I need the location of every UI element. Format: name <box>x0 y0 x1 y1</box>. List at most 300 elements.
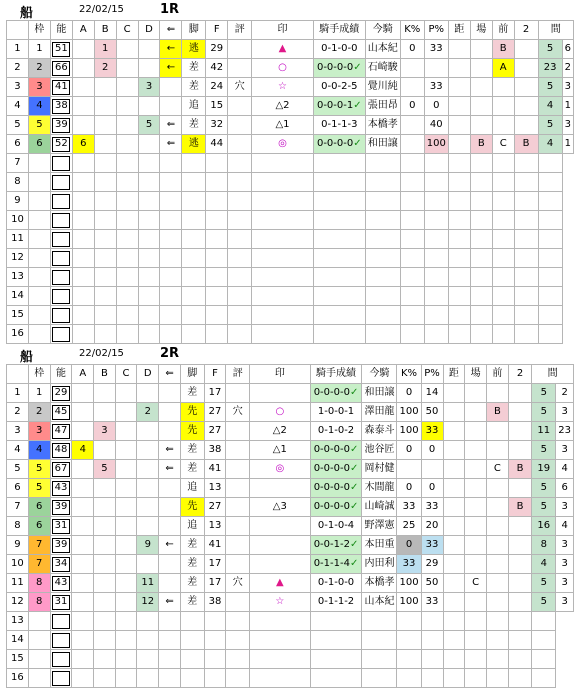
arrow-cell <box>159 498 181 517</box>
empty-cell <box>470 154 492 173</box>
eval-cell <box>226 536 250 555</box>
race-table <box>6 364 574 688</box>
table-row[interactable] <box>7 59 574 78</box>
empty-cell <box>72 612 94 631</box>
record-text: 0-1-0-0 <box>321 43 358 54</box>
prev-cell: B <box>487 403 509 422</box>
empty-cell <box>252 325 314 344</box>
empty-cell <box>365 268 400 287</box>
empty-cell <box>362 631 397 650</box>
style-cell: 差 <box>180 441 204 460</box>
ability-cell: 43 <box>50 479 72 498</box>
empty-cell <box>115 631 137 650</box>
header-cell: K% <box>397 365 421 384</box>
empty-row <box>7 173 574 192</box>
table-row[interactable] <box>7 460 574 479</box>
race-race: 1R <box>160 2 180 17</box>
table-row[interactable] <box>7 40 574 59</box>
c-cell <box>115 536 137 555</box>
waku-cell <box>28 287 50 306</box>
ability-cell: 43 <box>50 574 72 593</box>
b-cell <box>94 536 116 555</box>
style-cell: 差 <box>180 384 204 403</box>
a-cell <box>72 536 94 555</box>
waku-cell <box>28 249 50 268</box>
prev-cell <box>487 517 509 536</box>
empty-cell <box>94 306 116 325</box>
empty-cell <box>226 669 250 688</box>
track-cell <box>465 593 487 612</box>
record-cell <box>310 574 362 593</box>
p-percent-cell: 20 <box>421 517 443 536</box>
prev-cell <box>487 536 509 555</box>
empty-row <box>7 631 574 650</box>
interval-2-cell: 1 <box>562 97 573 116</box>
table-row[interactable] <box>7 422 574 441</box>
jockey-cell: 本田重 <box>362 536 397 555</box>
distance-cell <box>448 116 470 135</box>
header-cell: ⇐ <box>159 365 181 384</box>
jockey-cell: 森泰斗 <box>362 422 397 441</box>
a-cell <box>72 384 94 403</box>
table-row[interactable] <box>7 593 574 612</box>
empty-cell <box>538 230 562 249</box>
empty-cell <box>365 211 400 230</box>
header-cell: 間 <box>538 21 573 40</box>
row-number: 14 <box>7 287 29 306</box>
empty-cell <box>443 669 465 688</box>
empty-cell <box>492 325 514 344</box>
empty-cell <box>250 650 311 669</box>
empty-cell <box>252 306 314 325</box>
empty-cell <box>182 287 206 306</box>
ability-cell <box>50 249 72 268</box>
empty-cell <box>492 230 514 249</box>
empty-cell <box>115 669 137 688</box>
distance-cell <box>443 403 465 422</box>
f-cell: 38 <box>204 593 226 612</box>
empty-cell <box>72 268 94 287</box>
check-icon: ✓ <box>353 100 362 111</box>
empty-cell <box>424 173 448 192</box>
empty-cell <box>182 192 206 211</box>
table-row[interactable] <box>7 116 574 135</box>
jockey-cell: 山本紀 <box>365 40 400 59</box>
waku-cell: 6 <box>28 135 50 154</box>
b-cell <box>94 498 116 517</box>
style-cell: 追 <box>180 479 204 498</box>
f-cell: 13 <box>204 517 226 536</box>
record-text: 0-0-0-0 <box>313 463 350 474</box>
ability-cell <box>50 173 72 192</box>
empty-cell <box>137 612 159 631</box>
empty-cell <box>470 325 492 344</box>
row-number: 2 <box>7 59 29 78</box>
track-cell <box>470 97 492 116</box>
eval-cell <box>228 40 252 59</box>
check-icon: ✓ <box>349 558 359 569</box>
row-number: 12 <box>7 249 29 268</box>
empty-cell <box>465 612 487 631</box>
empty-cell <box>365 154 400 173</box>
empty-cell <box>362 612 397 631</box>
empty-cell <box>138 325 160 344</box>
empty-cell <box>487 669 509 688</box>
second-cell <box>514 40 538 59</box>
k-percent-cell: 33 <box>397 555 421 574</box>
empty-cell <box>313 287 365 306</box>
prev-cell <box>487 498 509 517</box>
second-cell <box>508 536 532 555</box>
second-cell <box>514 59 538 78</box>
interval-2-cell: 3 <box>556 403 574 422</box>
empty-cell <box>492 192 514 211</box>
header-cell: 評 <box>228 21 252 40</box>
distance-cell <box>443 498 465 517</box>
record-text: 0-0-0-0 <box>313 387 350 398</box>
header-cell: P% <box>424 21 448 40</box>
interval-1-cell: 5 <box>532 593 556 612</box>
empty-row <box>7 154 574 173</box>
empty-cell <box>487 612 509 631</box>
check-icon: ✓ <box>349 387 359 398</box>
empty-cell <box>228 230 252 249</box>
eval-cell <box>226 460 250 479</box>
waku-cell <box>28 650 50 669</box>
table-row[interactable] <box>7 479 574 498</box>
header-cell: B <box>94 365 116 384</box>
table-row[interactable] <box>7 384 574 403</box>
c-cell <box>116 40 138 59</box>
empty-cell <box>72 173 94 192</box>
empty-cell <box>252 211 314 230</box>
empty-cell <box>160 287 182 306</box>
p-percent-cell: 33 <box>421 422 443 441</box>
interval-2-cell: 3 <box>556 498 574 517</box>
jockey-cell: 池谷匠 <box>362 441 397 460</box>
empty-cell <box>400 249 424 268</box>
mark-cell: △2 <box>252 97 314 116</box>
empty-cell <box>365 249 400 268</box>
p-percent-cell: 33 <box>421 536 443 555</box>
b-cell: 1 <box>94 40 116 59</box>
k-percent-cell: 33 <box>397 498 421 517</box>
waku-cell: 7 <box>28 555 50 574</box>
f-cell: 17 <box>204 384 226 403</box>
second-cell: B <box>514 135 538 154</box>
empty-cell <box>492 306 514 325</box>
empty-cell <box>492 211 514 230</box>
record-cell <box>310 498 362 517</box>
record-cell <box>310 479 362 498</box>
record-cell <box>310 422 362 441</box>
record-cell <box>313 135 365 154</box>
empty-cell <box>310 612 362 631</box>
empty-cell <box>138 287 160 306</box>
c-cell <box>115 403 137 422</box>
empty-cell <box>159 631 181 650</box>
table-row[interactable] <box>7 403 574 422</box>
waku-cell <box>28 669 50 688</box>
ability-cell: 38 <box>50 97 72 116</box>
race-table <box>6 20 574 344</box>
prev-cell: A <box>492 59 514 78</box>
waku-cell: 1 <box>28 384 50 403</box>
empty-cell <box>514 211 538 230</box>
mark-cell: ○ <box>250 403 311 422</box>
empty-cell <box>252 287 314 306</box>
empty-cell <box>400 230 424 249</box>
ability-cell: 45 <box>50 403 72 422</box>
empty-cell <box>397 669 421 688</box>
jockey-cell: 和田譲 <box>362 384 397 403</box>
race-date: 22/02/15 <box>79 348 124 359</box>
row-number: 16 <box>7 325 29 344</box>
empty-cell <box>313 306 365 325</box>
empty-cell <box>492 173 514 192</box>
waku-cell: 8 <box>28 593 50 612</box>
track-cell <box>470 116 492 135</box>
empty-cell <box>182 211 206 230</box>
interval-1-cell: 5 <box>532 403 556 422</box>
waku-cell: 4 <box>28 97 50 116</box>
style-cell: 差 <box>180 555 204 574</box>
interval-2-cell: 4 <box>556 460 574 479</box>
interval-2-cell: 2 <box>556 384 574 403</box>
a-cell <box>72 59 94 78</box>
empty-cell <box>514 230 538 249</box>
table-row[interactable] <box>7 555 574 574</box>
c-cell <box>115 441 137 460</box>
d-cell <box>138 59 160 78</box>
distance-cell <box>443 517 465 536</box>
style-cell: 逃 <box>182 135 206 154</box>
waku-cell: 5 <box>28 460 50 479</box>
empty-cell <box>180 612 204 631</box>
style-cell: 差 <box>182 59 206 78</box>
header-cell: 枠 <box>28 365 50 384</box>
empty-cell <box>492 249 514 268</box>
track-cell <box>465 517 487 536</box>
empty-cell <box>400 173 424 192</box>
waku-cell: 6 <box>28 498 50 517</box>
empty-cell <box>470 230 492 249</box>
prev-cell <box>487 574 509 593</box>
empty-cell <box>362 669 397 688</box>
mark-cell: ▲ <box>250 574 311 593</box>
empty-cell <box>424 211 448 230</box>
empty-cell <box>138 192 160 211</box>
style-cell: 差 <box>180 593 204 612</box>
ability-cell: 41 <box>50 78 72 97</box>
arrow-cell <box>159 422 181 441</box>
empty-cell <box>115 612 137 631</box>
empty-cell <box>204 650 226 669</box>
style-cell: 先 <box>180 498 204 517</box>
empty-cell <box>226 650 250 669</box>
distance-cell <box>443 574 465 593</box>
c-cell <box>115 498 137 517</box>
eval-cell <box>228 116 252 135</box>
b-cell: 3 <box>94 422 116 441</box>
empty-cell <box>94 631 116 650</box>
b-cell: 2 <box>94 59 116 78</box>
empty-row <box>7 211 574 230</box>
p-percent-cell: 33 <box>421 498 443 517</box>
empty-cell <box>115 650 137 669</box>
empty-cell <box>160 306 182 325</box>
b-cell <box>94 479 116 498</box>
b-cell <box>94 441 116 460</box>
empty-cell <box>159 669 181 688</box>
table-row[interactable] <box>7 574 574 593</box>
second-cell <box>508 403 532 422</box>
table-row[interactable] <box>7 135 574 154</box>
table-row[interactable] <box>7 536 574 555</box>
row-number: 12 <box>7 593 29 612</box>
b-cell <box>94 116 116 135</box>
d-cell <box>137 555 159 574</box>
empty-cell <box>182 173 206 192</box>
style-cell: 逃 <box>182 40 206 59</box>
empty-cell <box>182 249 206 268</box>
second-cell <box>508 422 532 441</box>
empty-cell <box>514 306 538 325</box>
table-row[interactable] <box>7 517 574 536</box>
empty-cell <box>365 325 400 344</box>
empty-cell <box>137 669 159 688</box>
jockey-cell: 石崎駿 <box>365 59 400 78</box>
waku-cell <box>28 631 50 650</box>
empty-cell <box>365 230 400 249</box>
empty-cell <box>400 154 424 173</box>
waku-cell: 2 <box>28 59 50 78</box>
record-text: 0-1-0-4 <box>317 520 355 531</box>
table-row[interactable] <box>7 78 574 97</box>
mark-cell: ○ <box>252 59 314 78</box>
empty-cell <box>365 287 400 306</box>
f-cell: 17 <box>204 555 226 574</box>
mark-cell: ☆ <box>250 593 311 612</box>
empty-cell <box>448 230 470 249</box>
track-cell <box>465 498 487 517</box>
header-cell: 騎手成績 <box>310 365 362 384</box>
empty-cell <box>470 268 492 287</box>
header-cell: A <box>72 21 94 40</box>
track-cell: C <box>465 574 487 593</box>
empty-cell <box>465 650 487 669</box>
row-number: 8 <box>7 173 29 192</box>
p-percent-cell <box>424 59 448 78</box>
p-percent-cell: 100 <box>424 135 448 154</box>
check-icon: ✓ <box>349 482 359 493</box>
empty-cell <box>137 650 159 669</box>
ability-cell: 52 <box>50 135 72 154</box>
empty-cell <box>72 192 94 211</box>
empty-cell <box>538 325 562 344</box>
track-cell: B <box>470 135 492 154</box>
interval-2-cell: 23 <box>556 422 574 441</box>
table-row[interactable] <box>7 97 574 116</box>
b-cell <box>94 78 116 97</box>
record-text: 0-0-1-2 <box>313 539 350 550</box>
header-cell: 評 <box>226 365 250 384</box>
empty-cell <box>424 230 448 249</box>
record-text: 0-0-0-0 <box>313 482 350 493</box>
empty-cell <box>116 268 138 287</box>
jockey-cell: 岡村健 <box>362 460 397 479</box>
empty-cell <box>252 192 314 211</box>
empty-row <box>7 249 574 268</box>
mark-cell: ☆ <box>252 78 314 97</box>
interval-2-cell: 4 <box>556 517 574 536</box>
waku-cell: 5 <box>28 479 50 498</box>
b-cell <box>94 135 116 154</box>
empty-cell <box>160 249 182 268</box>
table-row[interactable] <box>7 498 574 517</box>
interval-1-cell: 19 <box>532 460 556 479</box>
distance-cell <box>448 135 470 154</box>
ability-cell <box>50 287 72 306</box>
empty-row <box>7 612 574 631</box>
ability-cell <box>50 268 72 287</box>
header-cell: F <box>204 365 226 384</box>
check-icon: ✓ <box>353 62 362 73</box>
waku-cell <box>28 192 50 211</box>
header-cell-no <box>7 365 29 384</box>
header-cell: 騎手成績 <box>313 21 365 40</box>
empty-cell <box>424 325 448 344</box>
distance-cell <box>448 40 470 59</box>
style-cell: 差 <box>182 116 206 135</box>
table-row[interactable] <box>7 441 574 460</box>
waku-cell <box>28 230 50 249</box>
c-cell <box>115 517 137 536</box>
empty-cell <box>72 650 94 669</box>
eval-cell <box>226 384 250 403</box>
empty-cell <box>252 173 314 192</box>
a-cell <box>72 97 94 116</box>
header-cell: 印 <box>252 21 314 40</box>
second-cell <box>508 574 532 593</box>
jockey-cell: 山本紀 <box>362 593 397 612</box>
empty-cell <box>72 154 94 173</box>
c-cell <box>115 479 137 498</box>
empty-cell <box>400 268 424 287</box>
interval-1-cell: 5 <box>532 384 556 403</box>
empty-cell <box>508 669 532 688</box>
eval-cell: 穴 <box>228 78 252 97</box>
row-number: 10 <box>7 555 29 574</box>
empty-cell <box>424 154 448 173</box>
ability-cell <box>50 631 72 650</box>
header-cell: 場 <box>465 365 487 384</box>
empty-cell <box>160 192 182 211</box>
jockey-cell: 覺川純 <box>365 78 400 97</box>
empty-cell <box>365 173 400 192</box>
row-number: 4 <box>7 97 29 116</box>
empty-cell <box>421 631 443 650</box>
header-cell: 脚 <box>180 365 204 384</box>
empty-cell <box>182 230 206 249</box>
waku-cell: 3 <box>28 422 50 441</box>
empty-cell <box>487 631 509 650</box>
track-cell <box>470 59 492 78</box>
empty-cell <box>160 173 182 192</box>
a-cell <box>72 555 94 574</box>
arrow-cell: ⇐ <box>160 135 182 154</box>
prev-cell: C <box>487 460 509 479</box>
